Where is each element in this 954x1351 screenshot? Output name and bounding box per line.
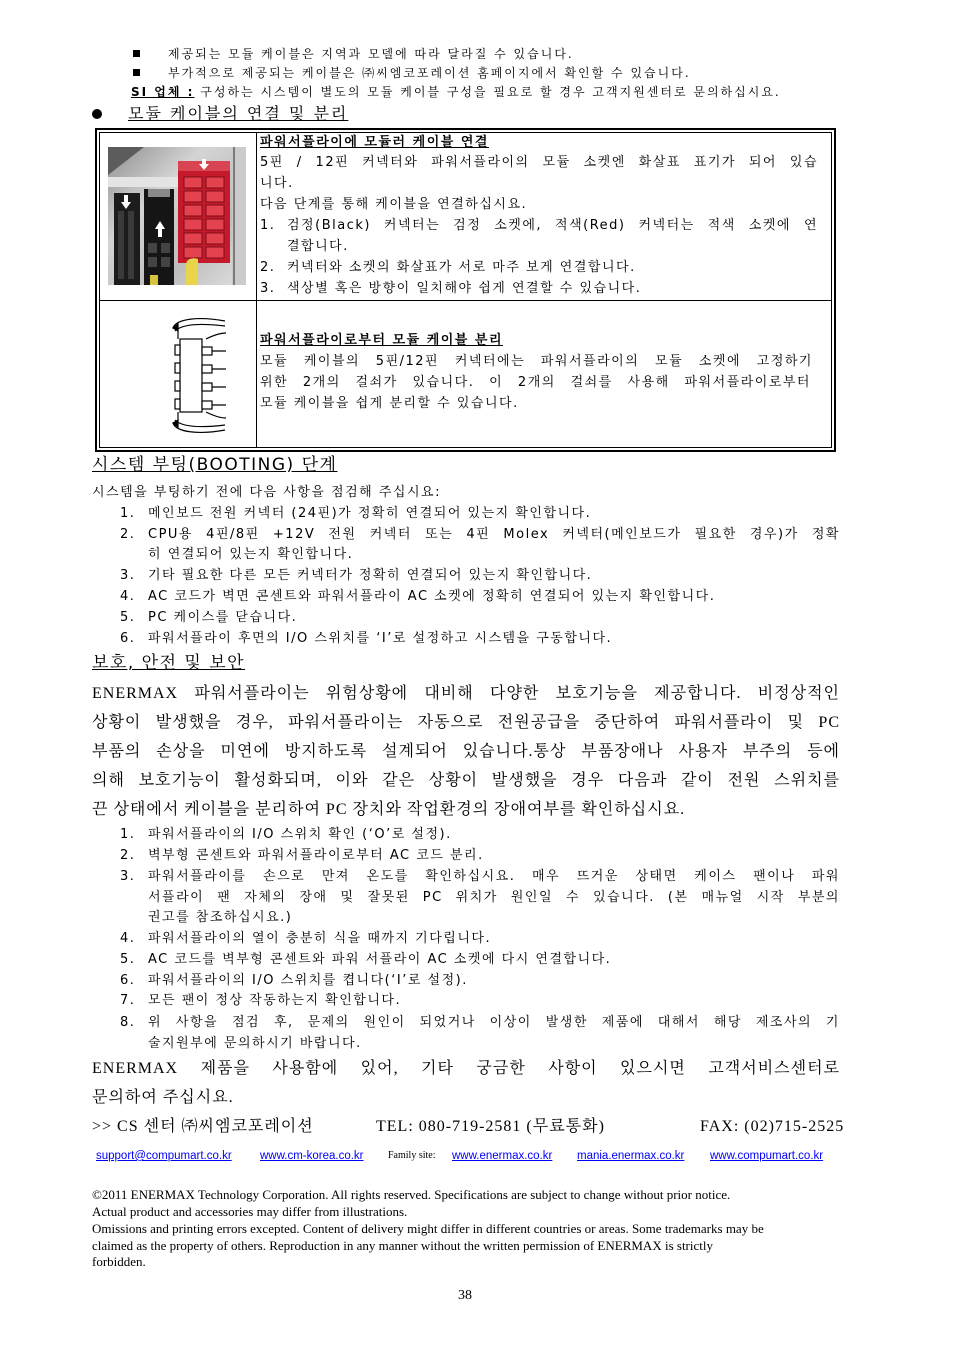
protection-step-text: 파워서플라이의 I/O 스위치 확인 (‘O’로 설정). (148, 827, 452, 842)
booting-step-text: 파워서플라이 후면의 I/O 스위치를 ‘I’로 설정하고 시스템을 구동합니다. (148, 631, 613, 646)
closing-line: 문의하여 주십시요. (92, 1089, 234, 1106)
protection-step-text: 벽부형 콘센트와 파워서플라이로부터 AC 코드 분리. (148, 848, 484, 863)
disconnect-heading: 파워서플라이로부터 모듈 케이블 분리 (260, 333, 504, 348)
cs-fax: FAX: (02)715-2525 (700, 1118, 845, 1135)
copyright-line: ©2011 ENERMAX Technology Corporation. All rights reserved. Specifications are subject to change without prior notice. (92, 1187, 731, 1202)
connect-step-text: 색상별 혹은 방향이 일치해야 쉽게 연결할 수 있습니다. (287, 281, 642, 296)
connect-step-text: 검정(Black) 커넥터는 검정 소켓에, 적색(Red) 커넥터는 적색 소켓에 연 (287, 218, 818, 233)
connect-step-text: 결합니다. (287, 239, 349, 254)
protection-step-number: 2. (120, 848, 136, 863)
booting-step-number: 3. (120, 568, 136, 583)
protection-step-text: 권고를 참조하십시요.) (148, 910, 293, 925)
si-label: SI 업체 : (131, 85, 195, 99)
protection-paragraph-line: 부품의 손상을 미연에 방지하도록 설계되어 있습니다.통상 부품장애나 사용자 부주의 등에 (92, 743, 840, 760)
page-number: 38 (458, 1288, 472, 1303)
protection-paragraph-line: 상황이 발생했을 경우, 파워서플라이는 자동으로 전원공급을 중단하여 파워서플라이 및 PC (92, 714, 840, 731)
connect-text-line: 니다. (260, 176, 294, 191)
protection-step-text: 술지원부에 문의하시기 바랍니다. (148, 1036, 362, 1051)
square-bullet-icon (133, 69, 140, 76)
section-title-modular: 모듈 케이블의 연결 및 분리 (128, 104, 349, 123)
note-line: 부가적으로 제공되는 케이블은 ㈜씨엠코포레이션 홈페이지에서 확인할 수 있습니다. (168, 66, 691, 80)
enermax-link[interactable]: www.enermax.co.kr (452, 1150, 553, 1162)
booting-step-text: 메인보드 전원 커넥터 (24핀)가 정확히 연결되어 있는지 확인합니다. (148, 506, 592, 521)
protection-step-text: 위 사항을 점검 후, 문제의 원인이 되었거나 이상이 발생한 제품에 대해서 해당 제조사의 기 (148, 1015, 840, 1030)
protection-step-text: 서플라이 팬 자체의 장애 및 잘못된 PC 위치가 원인일 수 있습니다. (본 매뉴얼 시작 부분의 (148, 890, 840, 905)
protection-step-text: 파워서플라이의 열이 충분히 식을 때까지 기다립니다. (148, 931, 492, 946)
copyright-line: Actual product and accessories may differ from illustrations. (92, 1204, 408, 1219)
section-title-protection: 보호, 안전 및 보안 (92, 653, 246, 673)
booting-step-number: 2. (120, 527, 136, 542)
copyright-line: forbidden. (92, 1254, 146, 1269)
connect-heading: 파워서플라이에 모듈러 케이블 연결 (260, 135, 489, 150)
copyright-line: Omissions and printing errors excepted. Content of delivery might differ in different countries or areas. Some trademarks may be (92, 1221, 764, 1236)
booting-step-text: 기타 필요한 다른 모든 커넥터가 정확히 연결되어 있는지 확인합니다. (148, 568, 593, 583)
disconnect-text-line: 모듈 케이블을 쉽게 분리할 수 있습니다. (260, 396, 519, 411)
cs-center-label: >> CS 센터 ㈜씨엠코포레이션 (92, 1118, 314, 1135)
booting-intro: 시스템을 부팅하기 전에 다음 사항을 점검해 주십시요: (92, 485, 441, 500)
family-site-label: Family site: (388, 1150, 436, 1161)
booting-step-text: PC 케이스를 닫습니다. (148, 610, 298, 625)
protection-step-number: 5. (120, 952, 136, 967)
protection-step-number: 4. (120, 931, 136, 946)
copyright-line: claimed as the property of others. Reproduction in any manner without the written permission of ENERMAX is strictly (92, 1238, 713, 1253)
disconnect-text-line: 위한 2개의 걸쇠가 있습니다. 이 2개의 걸쇠를 사용해 파워서플라이로부터 (260, 375, 811, 390)
cs-telephone: TEL: 080-719-2581 (무료통화) (376, 1118, 605, 1135)
booting-step-text: CPU용 4핀/8핀 +12V 전원 커넥터 또는 4핀 Molex 커넥터(메인보드가 필요한 경우)가 정확 (148, 527, 840, 542)
support-email-link[interactable]: support@compumart.co.kr (96, 1150, 232, 1162)
protection-step-number: 6. (120, 973, 136, 988)
connect-step-number: 1. (260, 218, 276, 233)
protection-step-number: 1. (120, 827, 136, 842)
connector-latch-diagram (170, 315, 226, 436)
connect-step-text: 커넥터와 소켓의 화살표가 서로 마주 보게 연결합니다. (287, 260, 636, 275)
section-title-booting: 시스템 부팅(BOOTING) 단계 (92, 455, 338, 475)
cm-korea-link[interactable]: www.cm-korea.co.kr (260, 1150, 364, 1162)
protection-paragraph-line: 의해 보호기능이 활성화되며, 이와 같은 상황이 발생했을 경우 다음과 같이 전원 스위치를 (92, 772, 840, 789)
booting-step-number: 5. (120, 610, 136, 625)
closing-line: ENERMAX 제품을 사용함에 있어, 기타 궁금한 사항이 있으시면 고객서비스센터로 (92, 1060, 840, 1077)
round-bullet-icon (92, 109, 102, 119)
protection-step-text: 파워서플라이를 손으로 만져 온도를 확인하십시요. 매우 뜨거운 상태면 케이스 팬이나 파워 (148, 869, 840, 884)
connect-text-line: 5핀 / 12핀 커넥터와 파워서플라이의 모듈 소켓엔 화살표 표기가 되어 있습 (260, 155, 818, 170)
note-line: 제공되는 모듈 케이블은 지역과 모델에 따라 달라질 수 있습니다. (168, 47, 574, 61)
table-row-divider (99, 300, 832, 301)
compumart-link[interactable]: www.compumart.co.kr (710, 1150, 824, 1162)
booting-step-text: AC 코드가 벽면 콘센트와 파워서플라이 AC 소켓에 정확히 연결되어 있는지 확인합니다. (148, 589, 716, 604)
protection-step-text: 파워서플라이의 I/O 스위치를 켭니다(‘I’로 설정). (148, 973, 468, 988)
booting-step-number: 6. (120, 631, 136, 646)
disconnect-text-line: 모듈 케이블의 5핀/12핀 커넥터에는 파워서플라이의 모듈 소켓에 고정하기 (260, 354, 813, 369)
booting-step-number: 4. (120, 589, 136, 604)
protection-paragraph-line: ENERMAX 파워서플라이는 위험상황에 대비해 다양한 보호기능을 제공합니다. 비정상적인 (92, 685, 840, 702)
square-bullet-icon (133, 50, 140, 57)
si-note (131, 82, 851, 102)
booting-step-text: 히 연결되어 있는지 확인합니다. (148, 547, 354, 562)
protection-step-text: 모든 팬이 정상 작동하는지 확인합니다. (148, 993, 402, 1008)
connect-step-number: 3. (260, 281, 276, 296)
connect-text-line: 다음 단계를 통해 케이블을 연결하십시요. (260, 197, 528, 212)
protection-step-number: 8. (120, 1015, 136, 1030)
mania-enermax-link[interactable]: mania.enermax.co.kr (577, 1150, 685, 1162)
table-column-divider (256, 132, 257, 448)
modular-connector-photo (108, 147, 246, 285)
si-text: 구성하는 시스템이 별도의 모듈 케이블 구성을 필요로 할 경우 고객지원센터로 문의하십시요. (200, 85, 781, 99)
protection-step-text: AC 코드를 벽부형 콘센트와 파워 서플라이 AC 소켓에 다시 연결합니다. (148, 952, 612, 967)
protection-step-number: 7. (120, 993, 136, 1008)
protection-step-number: 3. (120, 869, 136, 884)
protection-paragraph-line: 끈 상태에서 케이블을 분리하여 PC 장치와 작업환경의 장애여부를 확인하십시요. (92, 801, 686, 818)
booting-step-number: 1. (120, 506, 136, 521)
connect-step-number: 2. (260, 260, 276, 275)
